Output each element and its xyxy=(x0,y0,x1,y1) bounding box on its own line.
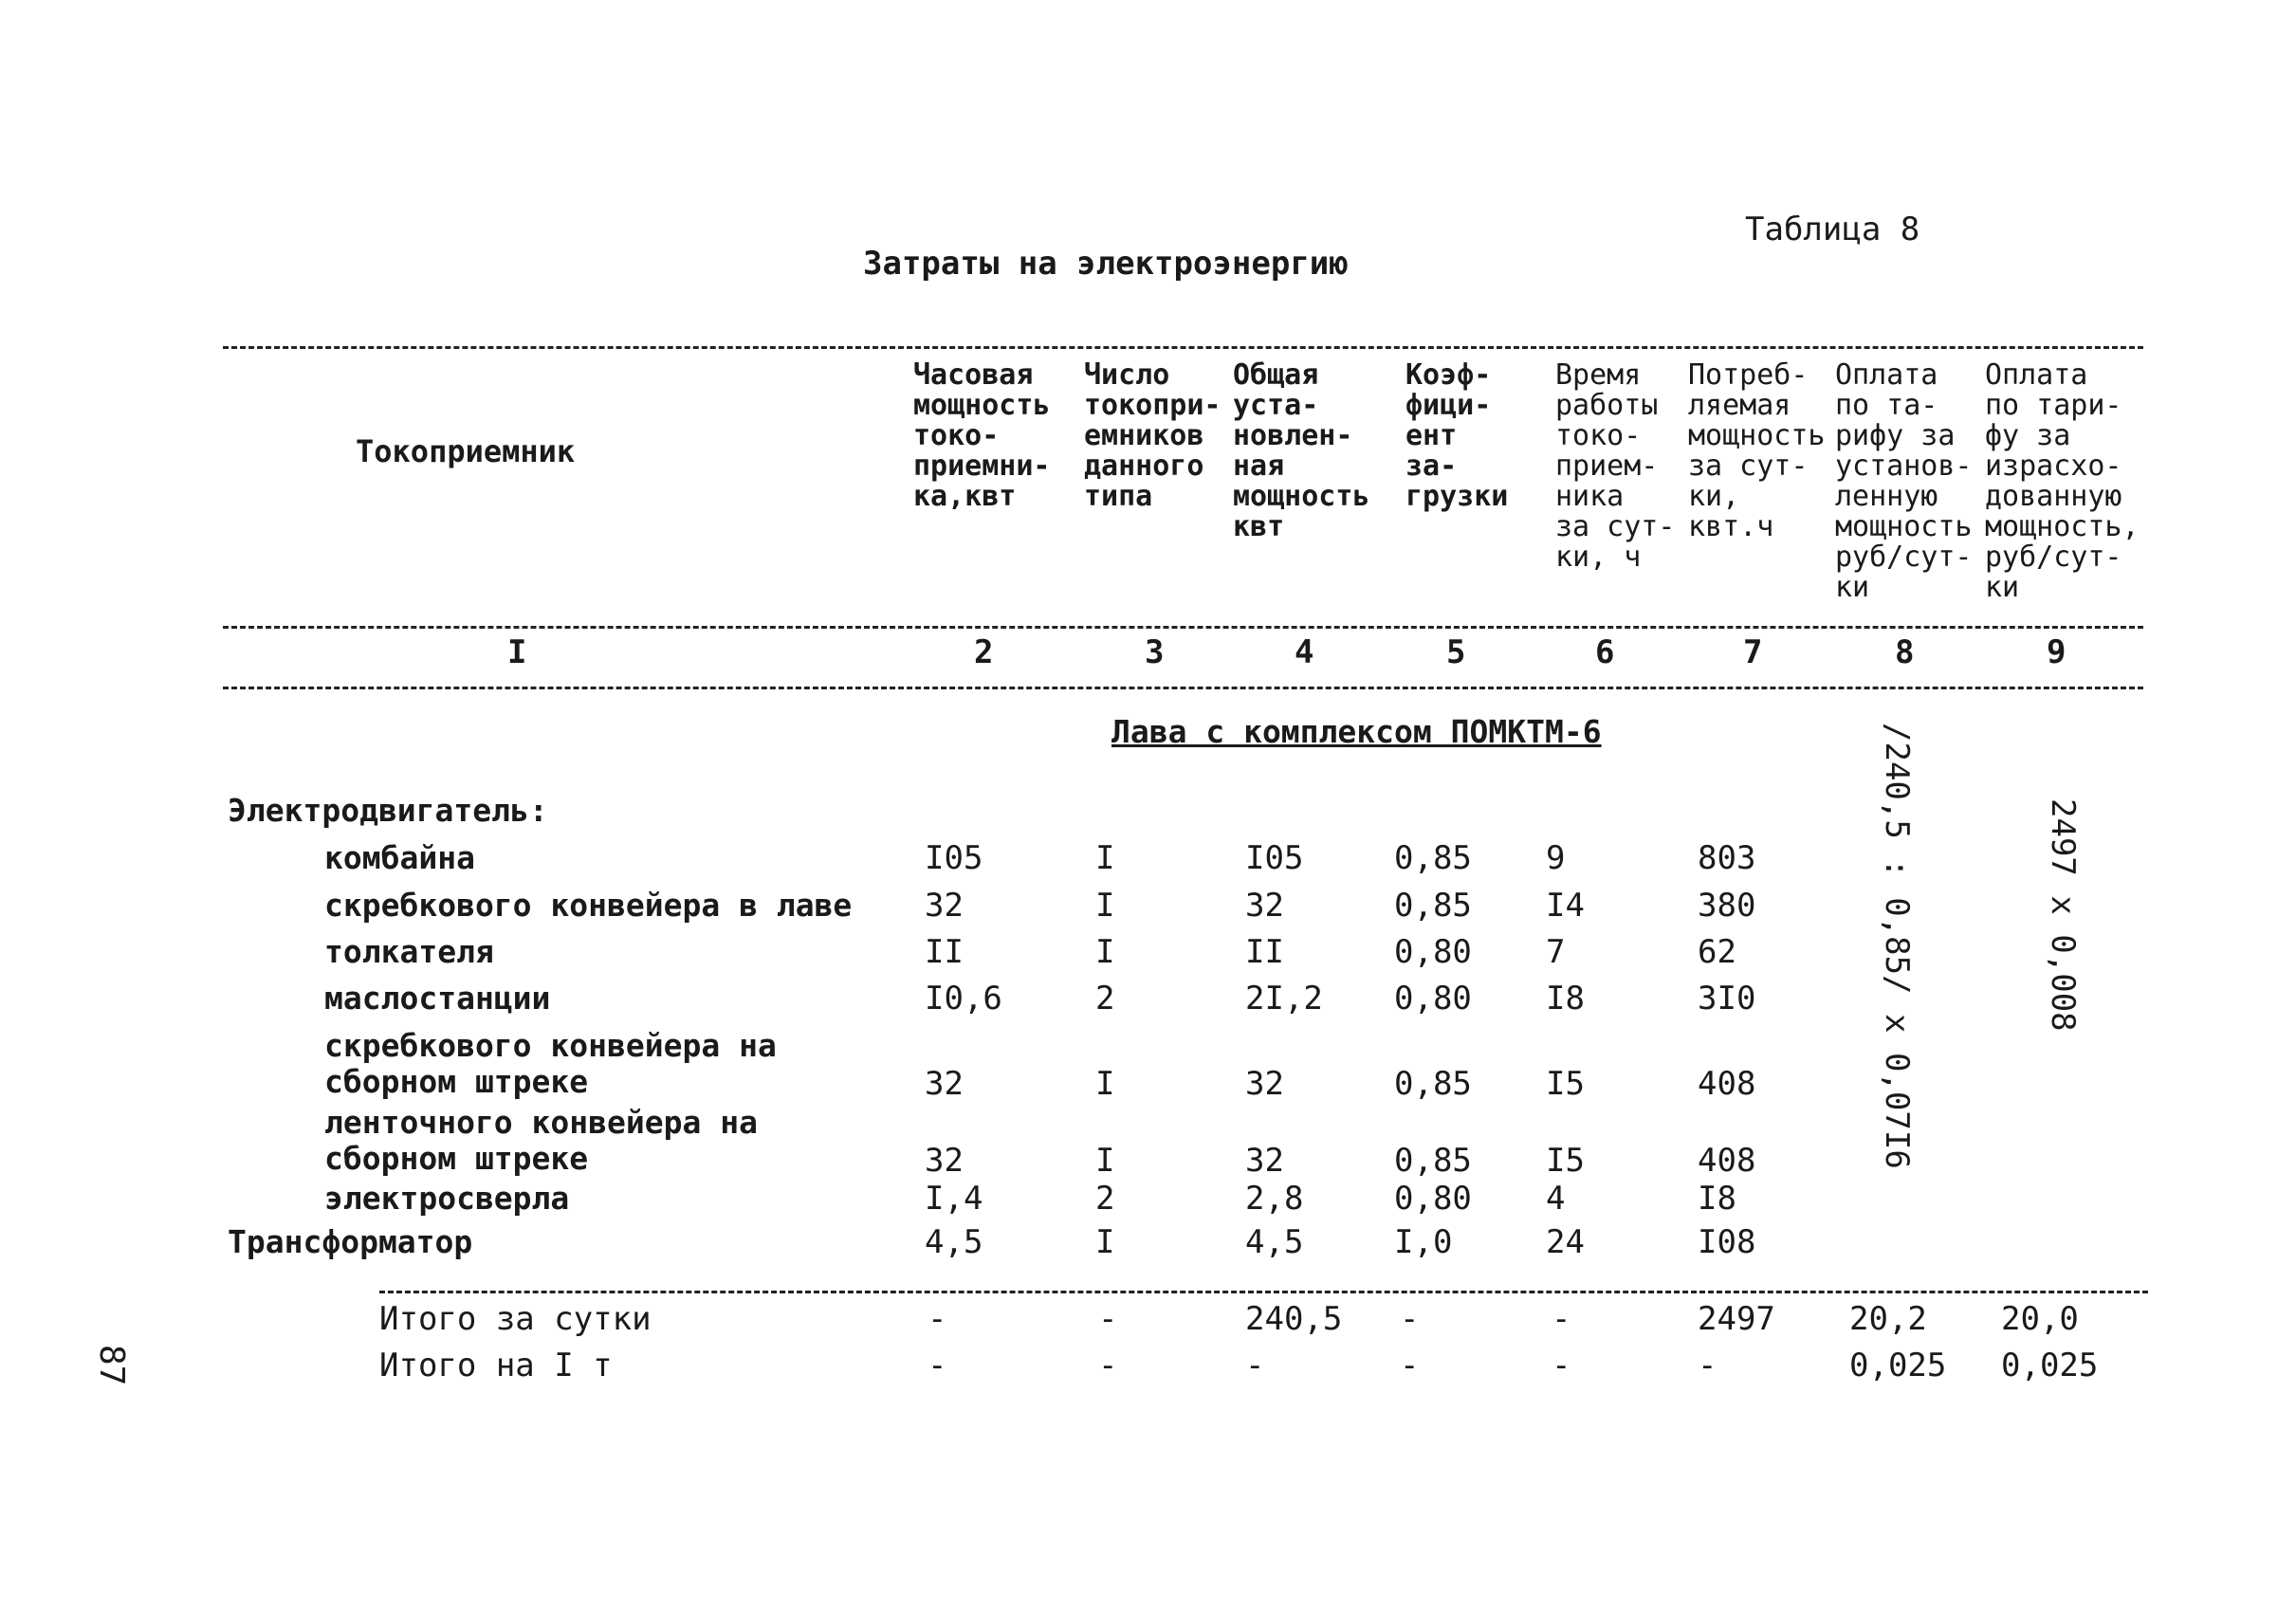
totals-cell-c5: - xyxy=(1400,1347,1420,1384)
header-col2: Часовая мощность токо- приемни- ка,квт xyxy=(913,358,1051,513)
row-cell-c5: 0,85 xyxy=(1394,839,1472,877)
row-cell-c7: 62 xyxy=(1698,933,1736,971)
column-number: I xyxy=(507,633,527,671)
column-number: 6 xyxy=(1595,633,1615,671)
row-cell-c6: 7 xyxy=(1546,933,1566,971)
table-label: Таблица 8 xyxy=(1745,211,1920,248)
header-col9: Оплата по тари- фу за израсхо- дованную мощность, руб/сут- ки xyxy=(1985,358,2140,604)
row-label: скребкового конвейера на сборном штреке xyxy=(324,1027,777,1100)
row-cell-c4: 32 xyxy=(1245,887,1284,925)
row-cell-c4: 32 xyxy=(1245,1065,1284,1103)
transformer-c4: 4,5 xyxy=(1245,1223,1304,1261)
column-number: 2 xyxy=(974,633,994,671)
column-number: 4 xyxy=(1295,633,1314,671)
row-cell-c7: 380 xyxy=(1698,887,1756,925)
row-label: скребкового конвейера в лаве xyxy=(324,887,853,924)
group-label: Электродвигатель: xyxy=(228,792,548,829)
totals-cell-c7: 2497 xyxy=(1698,1300,1775,1338)
header-col5: Коэф- фици- ент за- грузки xyxy=(1405,358,1509,513)
totals-cell-c7: - xyxy=(1698,1347,1717,1384)
header-col4: Общая уста- новлен- ная мощность квт xyxy=(1233,358,1370,543)
row-cell-c7: I8 xyxy=(1698,1180,1736,1218)
totals-cell-c4: - xyxy=(1245,1347,1265,1384)
row-cell-c4: 2I,2 xyxy=(1245,980,1323,1017)
row-cell-c3: I xyxy=(1095,887,1115,925)
transformer-c7: I08 xyxy=(1698,1223,1756,1261)
column-number: 5 xyxy=(1446,633,1466,671)
row-label: маслостанции xyxy=(324,980,551,1017)
row-cell-c3: 2 xyxy=(1095,1180,1115,1218)
row-cell-c2: I0,6 xyxy=(925,980,1002,1017)
row-cell-c6: I8 xyxy=(1546,980,1585,1017)
row-cell-c6: I5 xyxy=(1546,1065,1585,1103)
row-cell-c4: II xyxy=(1245,933,1284,971)
row-cell-c2: 32 xyxy=(925,1142,964,1180)
totals-cell-c2: - xyxy=(928,1347,947,1384)
row-cell-c5: 0,80 xyxy=(1394,933,1472,971)
row-cell-c7: 408 xyxy=(1698,1142,1756,1180)
totals-label: Итого на I т xyxy=(379,1347,613,1384)
row-cell-c2: I,4 xyxy=(925,1180,983,1218)
row-cell-c2: 32 xyxy=(925,1065,964,1103)
column-number: 7 xyxy=(1743,633,1763,671)
transformer-c2: 4,5 xyxy=(925,1223,983,1261)
row-cell-c6: I4 xyxy=(1546,887,1585,925)
row-cell-c3: 2 xyxy=(1095,980,1115,1017)
row-cell-c5: 0,85 xyxy=(1394,1142,1472,1180)
row-cell-c3: I xyxy=(1095,839,1115,877)
page-number: 87 xyxy=(92,1345,131,1386)
section-title: Лава с комплексом ПОМКТМ-6 xyxy=(1111,713,1602,750)
totals-cell-c9: 20,0 xyxy=(2001,1300,2079,1338)
row-label: толкателя xyxy=(324,933,494,970)
row-cell-c4: 32 xyxy=(1245,1142,1284,1180)
row-cell-c2: I05 xyxy=(925,839,983,877)
column-number: 3 xyxy=(1145,633,1165,671)
totals-cell-c6: - xyxy=(1552,1300,1571,1338)
col8-formula: /240,5 : 0,85/ x 0,07I6 xyxy=(1878,723,1916,1169)
transformer-c6: 24 xyxy=(1546,1223,1585,1261)
totals-cell-c5: - xyxy=(1400,1300,1420,1338)
totals-cell-c8: 0,025 xyxy=(1849,1347,1947,1384)
row-cell-c5: 0,80 xyxy=(1394,1180,1472,1218)
totals-cell-c9: 0,025 xyxy=(2001,1347,2099,1384)
header-col7: Потреб- ляемая мощность за сут- ки, квт.ч xyxy=(1688,358,1826,543)
header-top-rule xyxy=(223,346,2143,349)
transformer-label: Трансформатор xyxy=(228,1223,473,1260)
row-cell-c2: 32 xyxy=(925,887,964,925)
transformer-c3: I xyxy=(1095,1223,1115,1261)
totals-cell-c4: 240,5 xyxy=(1245,1300,1343,1338)
totals-label: Итого за сутки xyxy=(379,1300,652,1338)
row-cell-c6: I5 xyxy=(1546,1142,1585,1180)
row-cell-c5: 0,85 xyxy=(1394,887,1472,925)
header-col6: Время работы токо- прием- ника за сут- ки, ч xyxy=(1555,358,1676,574)
row-label: электросверла xyxy=(324,1180,570,1217)
row-cell-c6: 4 xyxy=(1546,1180,1566,1218)
row-cell-c7: 408 xyxy=(1698,1065,1756,1103)
row-cell-c5: 0,80 xyxy=(1394,980,1472,1017)
col9-formula: 2497 x 0,008 xyxy=(2044,798,2082,1032)
row-label: комбайна xyxy=(324,839,475,876)
row-cell-c4: 2,8 xyxy=(1245,1180,1304,1218)
column-numbers-rule xyxy=(223,687,2143,689)
column-number: 8 xyxy=(1895,633,1915,671)
totals-cell-c2: - xyxy=(928,1300,947,1338)
totals-cell-c3: - xyxy=(1098,1347,1118,1384)
header-col8: Оплата по та- рифу за установ- ленную мощность руб/сут- ки xyxy=(1835,358,1973,604)
column-number: 9 xyxy=(2047,633,2066,671)
row-cell-c7: 3I0 xyxy=(1698,980,1756,1017)
totals-cell-c8: 20,2 xyxy=(1849,1300,1927,1338)
header-bottom-rule xyxy=(223,626,2143,629)
row-cell-c3: I xyxy=(1095,1142,1115,1180)
totals-cell-c6: - xyxy=(1552,1347,1571,1384)
totals-rule xyxy=(379,1291,2148,1293)
header-col3: Число токопри- емников данного типа xyxy=(1084,358,1221,513)
totals-cell-c3: - xyxy=(1098,1300,1118,1338)
row-cell-c2: II xyxy=(925,933,964,971)
header-col1: Токоприемник xyxy=(356,433,576,469)
row-cell-c6: 9 xyxy=(1546,839,1566,877)
row-cell-c5: 0,85 xyxy=(1394,1065,1472,1103)
row-cell-c7: 803 xyxy=(1698,839,1756,877)
row-cell-c3: I xyxy=(1095,933,1115,971)
table-title: Затраты на электроэнергию xyxy=(863,245,1349,283)
row-cell-c4: I05 xyxy=(1245,839,1304,877)
transformer-c5: I,0 xyxy=(1394,1223,1453,1261)
row-label: ленточного конвейера на сборном штреке xyxy=(324,1104,758,1177)
row-cell-c3: I xyxy=(1095,1065,1115,1103)
